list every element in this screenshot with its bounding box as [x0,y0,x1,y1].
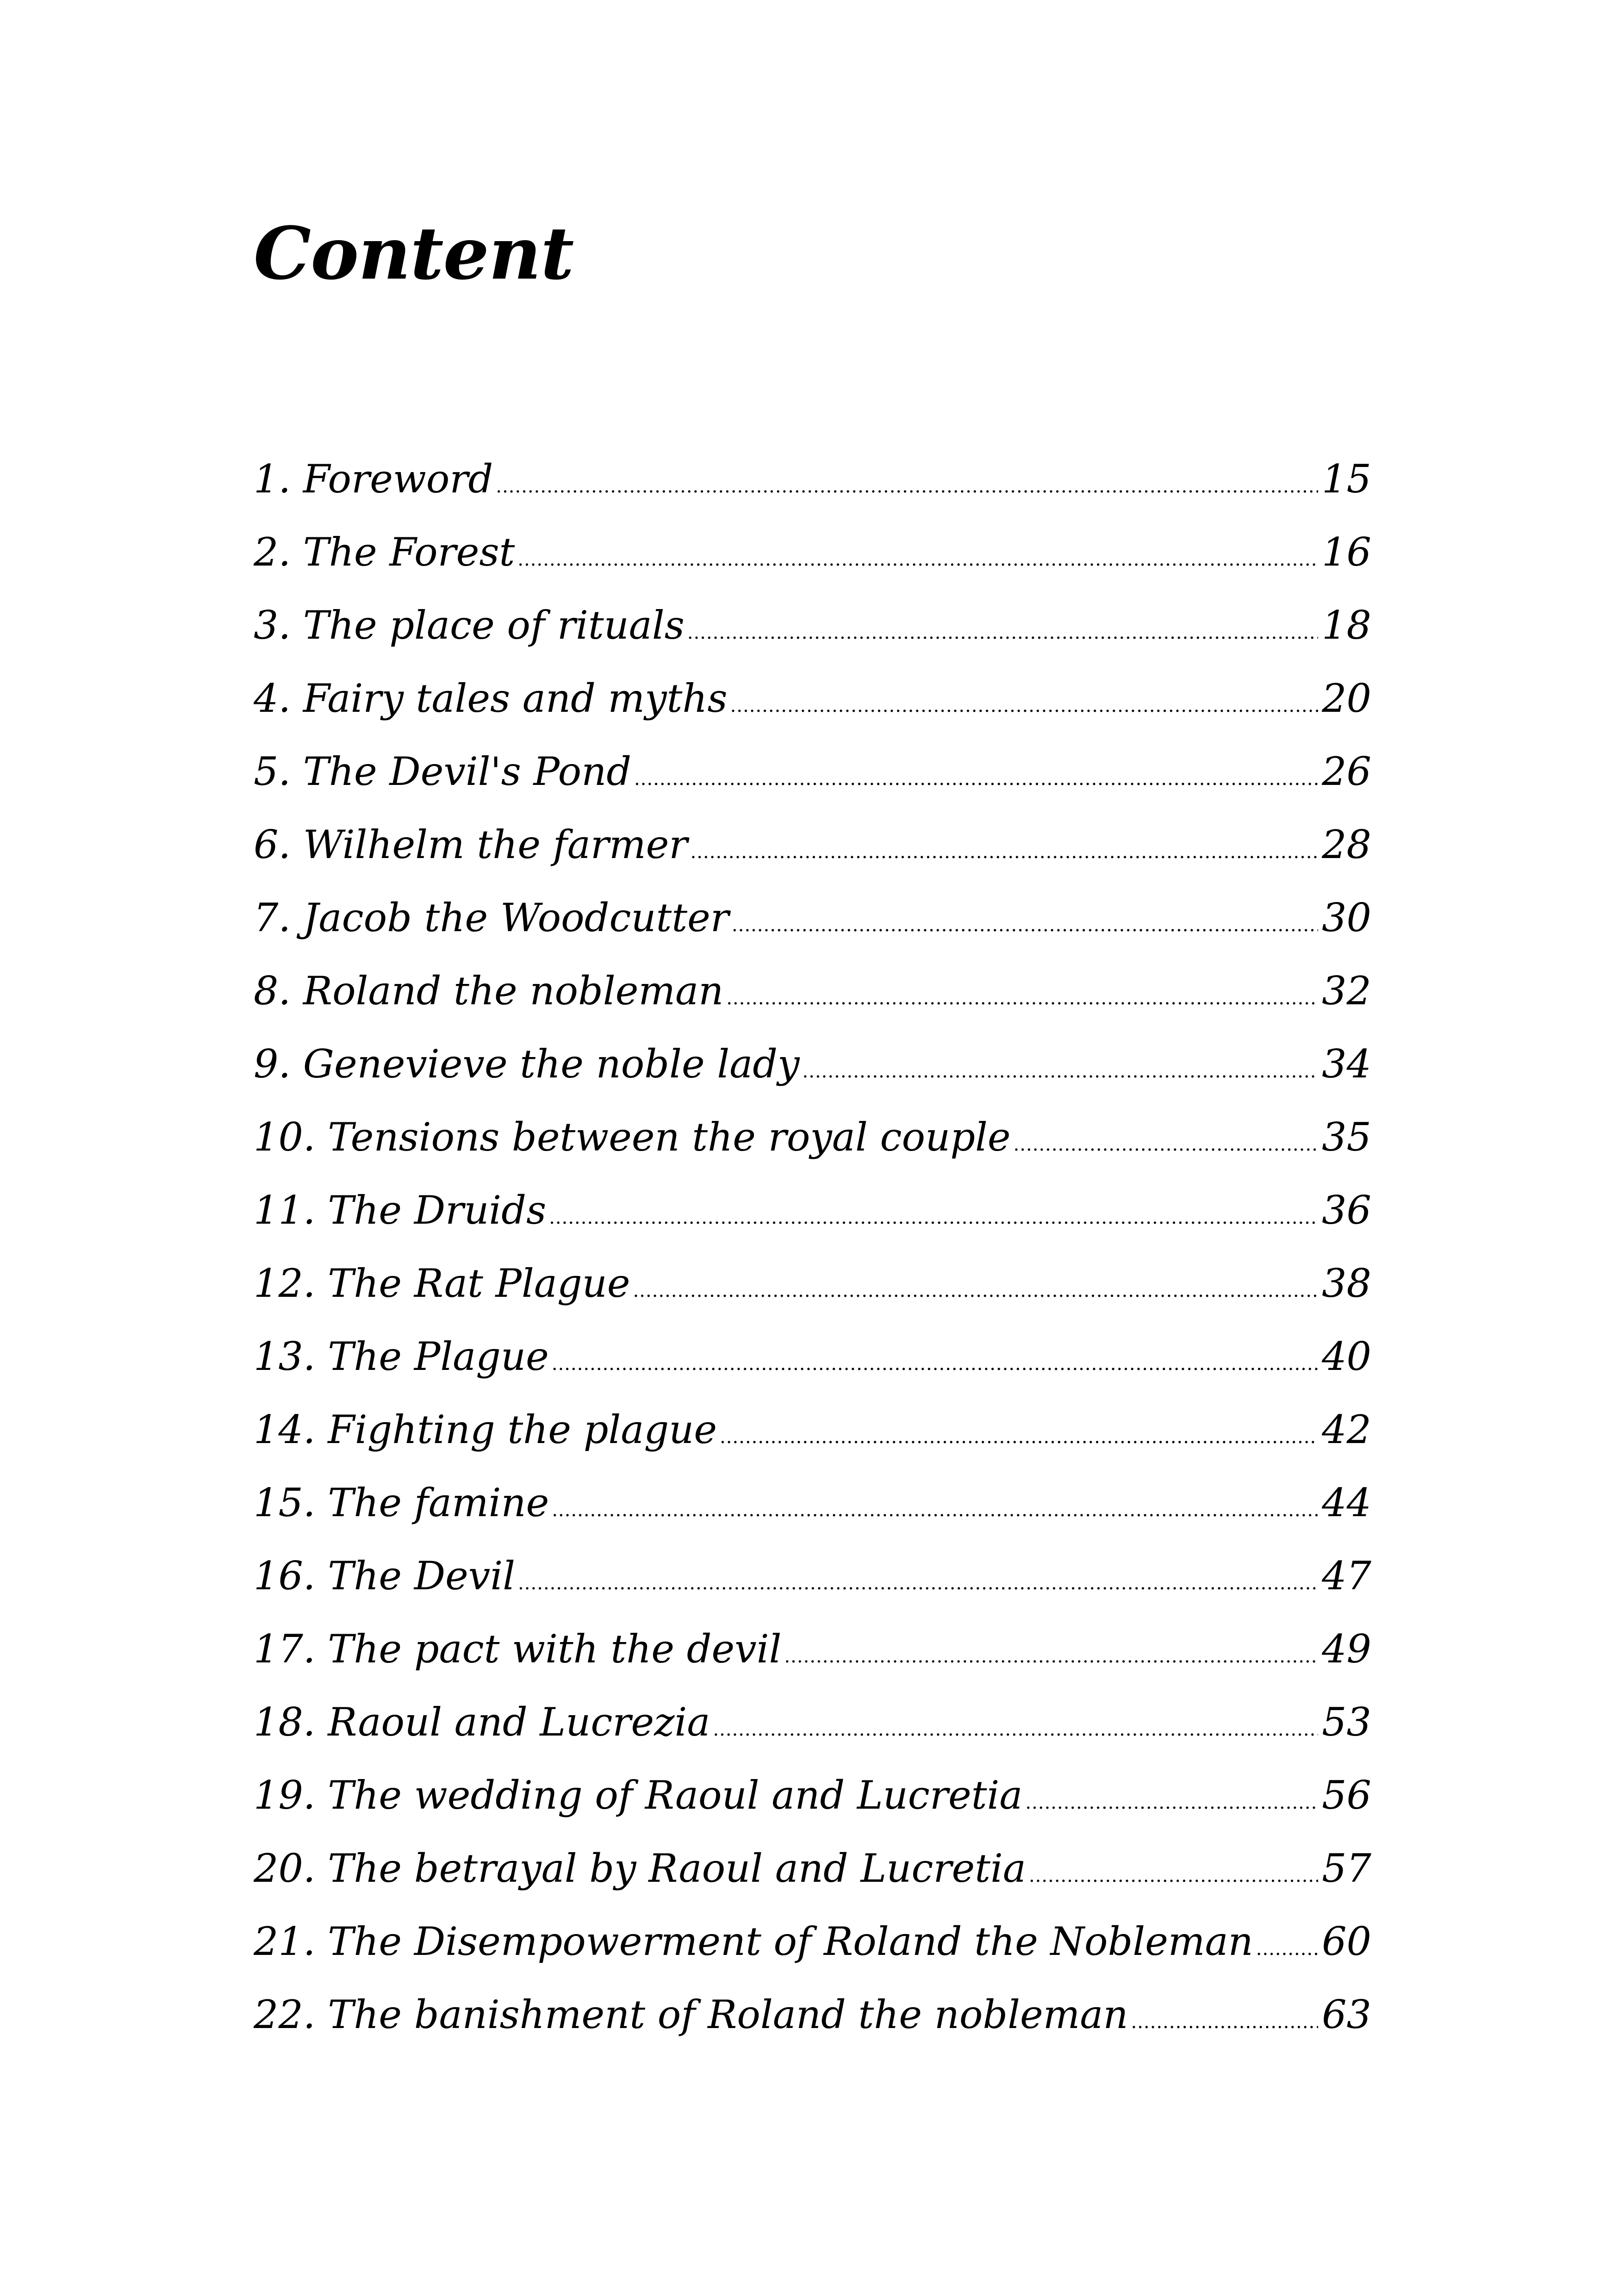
toc-entry-title: 19. The wedding of Raoul and Lucretia [254,1773,1023,1818]
toc-entry [254,748,1371,821]
toc-dot-leader [1256,1938,1318,1960]
toc-dot-leader [549,1207,1318,1229]
toc-dot-leader [726,987,1318,1009]
toc-entry-page: 49 [1322,1626,1371,1672]
toc-entry [254,1260,1371,1333]
toc-entry [254,1772,1371,1845]
toc-entry-page: 63 [1322,1992,1371,2037]
toc-entry-page: 16 [1322,529,1371,575]
toc-entry-title: 9. Genevieve the noble lady [254,1041,800,1087]
toc-dot-leader [552,1499,1318,1521]
toc-entry-page: 53 [1322,1699,1371,1745]
toc-entry [254,1918,1371,1991]
toc-entry-title: 21. The Disempowerment of Roland the Nobleman [254,1919,1253,1964]
toc-entry-title: 20. The betrayal by Raoul and Lucretia [254,1846,1026,1891]
toc-entry-page: 18 [1322,603,1371,648]
toc-entry-title: 1. Foreword [254,456,493,502]
toc-entry [254,456,1371,529]
toc-entry [254,1480,1371,1553]
toc-entry-page: 38 [1322,1261,1371,1306]
toc-entry-page: 35 [1322,1114,1371,1160]
toc-entry [254,821,1371,895]
toc-entry-page: 30 [1322,895,1371,940]
toc-entry [254,1553,1371,1626]
toc-dot-leader [1025,1792,1318,1814]
toc-entry-title: 7. Jacob the Woodcutter [254,895,729,940]
toc-entry-title: 18. Raoul and Lucrezia [254,1699,710,1745]
toc-entry-title: 11. The Druids [254,1188,547,1233]
toc-dot-leader [517,548,1318,571]
toc-entry-page: 26 [1322,749,1371,794]
toc-entry [254,1699,1371,1772]
toc-entry [254,529,1371,602]
toc-dot-leader [1131,2011,1319,2033]
toc-entry-title: 17. The pact with the devil [254,1626,782,1672]
toc-entry [254,895,1371,968]
toc-entry-page: 44 [1322,1480,1371,1525]
toc-entry-title: 5. The Devil's Pond [254,749,632,794]
toc-entry [254,1187,1371,1260]
toc-entry-page: 56 [1322,1773,1371,1818]
toc-entry-page: 60 [1322,1919,1371,1964]
toc-entry [254,1041,1371,1114]
toc-dot-leader [634,768,1318,790]
toc-entry [254,1114,1371,1187]
toc-entry-page: 34 [1322,1041,1371,1087]
toc-entry-title: 14. Fighting the plague [254,1407,717,1452]
toc-entry-page: 28 [1322,822,1371,867]
toc-entry-title: 2. The Forest [254,529,515,575]
toc-entry [254,1626,1371,1699]
toc-entry-page: 47 [1322,1553,1371,1599]
toc-entry-page: 20 [1322,676,1371,721]
toc-dot-leader [687,622,1318,644]
toc-entry [254,1991,1371,2065]
toc-dot-leader [1014,1133,1319,1156]
toc-entry-title: 3. The place of rituals [254,603,685,648]
toc-entry-title: 16. The Devil [254,1553,516,1599]
toc-dot-leader [552,1353,1318,1375]
toc-entry [254,602,1371,675]
toc-entry [254,1333,1371,1406]
toc-entry-title: 13. The Plague [254,1334,549,1379]
toc-entry [254,675,1371,748]
toc-dot-leader [732,914,1318,936]
toc-entry-title: 22. The banishment of Roland the nobleman [254,1992,1128,2037]
toc-dot-leader [720,1426,1318,1448]
toc-dot-leader [518,1572,1318,1594]
toc-entry [254,1845,1371,1918]
toc-dot-leader [1029,1865,1318,1887]
toc-dot-leader [730,695,1318,717]
table-of-contents [254,456,1371,2065]
page-title: Content [254,211,574,296]
toc-dot-leader [713,1718,1318,1741]
toc-entry-title: 4. Fairy tales and myths [254,676,728,721]
toc-entry-page: 57 [1322,1846,1371,1891]
toc-entry-title: 10. Tensions between the royal couple [254,1114,1011,1160]
toc-entry [254,968,1371,1041]
toc-dot-leader [691,841,1319,863]
toc-entry-title: 15. The famine [254,1480,549,1525]
toc-entry-title: 8. Roland the nobleman [254,968,724,1014]
toc-dot-leader [784,1645,1318,1668]
toc-entry-page: 42 [1322,1407,1371,1452]
toc-entry-page: 32 [1322,968,1371,1014]
toc-entry [254,1406,1371,1480]
toc-entry-page: 40 [1322,1334,1371,1379]
toc-dot-leader [633,1280,1319,1302]
toc-entry-title: 12. The Rat Plague [254,1261,630,1306]
toc-entry-title: 6. Wilhelm the farmer [254,822,688,867]
toc-entry-page: 36 [1322,1188,1371,1233]
toc-entry-page: 15 [1322,456,1371,502]
toc-dot-leader [803,1060,1319,1083]
toc-dot-leader [496,475,1318,498]
